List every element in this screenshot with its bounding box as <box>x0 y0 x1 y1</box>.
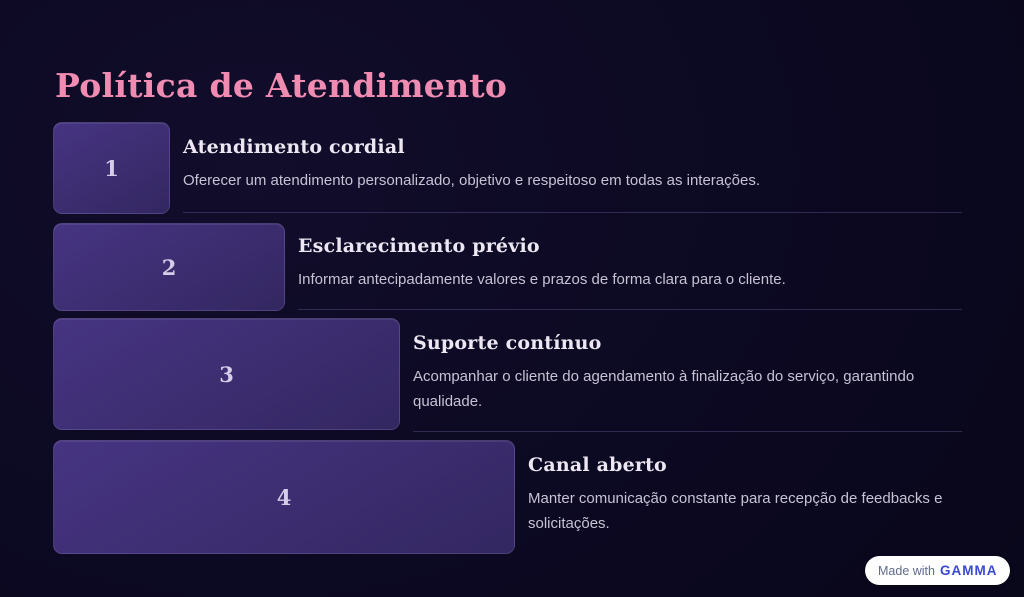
made-with-gamma-badge[interactable] <box>865 556 1010 585</box>
badge-prefix-label: Made with <box>878 563 935 578</box>
step-content-1 <box>183 136 963 193</box>
step-heading: Esclarecimento prévio <box>298 235 540 257</box>
step-body: Acompanhar o cliente do agendamento à finalização do serviço, garantindo qualidade. <box>413 368 915 410</box>
step-heading: Suporte contínuo <box>413 332 602 354</box>
divider <box>413 431 962 432</box>
step-content-2 <box>298 235 963 292</box>
step-number: 2 <box>161 254 177 280</box>
step-body: Manter comunicação constante para recepção de feedbacks e solicitações. <box>528 490 943 532</box>
step-number: 3 <box>219 361 234 387</box>
step-body: Oferecer um atendimento personalizado, objetivo e respeitoso em todas as interações. <box>183 172 760 189</box>
step-content-3 <box>413 332 961 414</box>
step-card-2 <box>53 223 285 311</box>
step-heading: Atendimento cordial <box>183 136 405 158</box>
gamma-logo: GAMMA <box>939 563 998 578</box>
step-content-4 <box>528 454 964 536</box>
step-card-4 <box>53 440 515 554</box>
step-card-3 <box>53 318 400 430</box>
page-title: Política de Atendimento <box>55 66 508 106</box>
step-heading: Canal aberto <box>528 454 667 476</box>
step-number: 1 <box>104 155 119 181</box>
step-card-1 <box>53 122 170 214</box>
divider <box>298 309 962 310</box>
step-number: 4 <box>276 484 292 510</box>
step-body: Informar antecipadamente valores e prazos de forma clara para o cliente. <box>298 271 786 288</box>
divider <box>183 212 962 213</box>
